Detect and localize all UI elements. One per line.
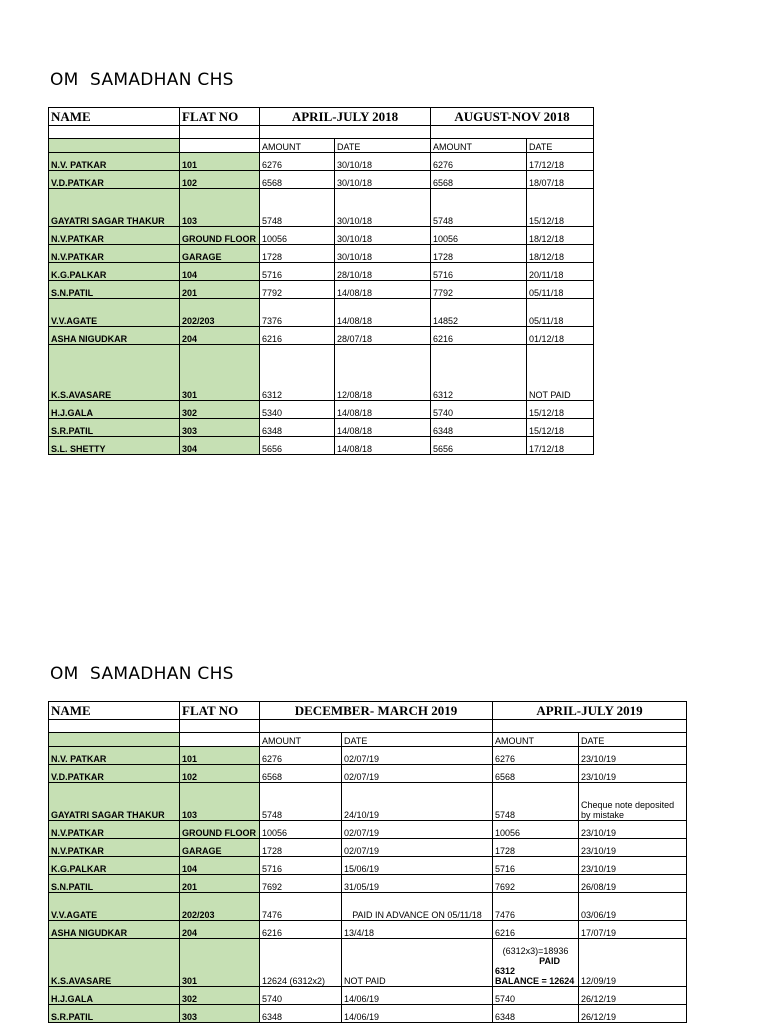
table-row [49,939,687,987]
date-cell: 05/11/18 [527,281,594,299]
table-row [49,401,594,419]
date-cell: 14/06/19 [342,1005,493,1023]
amount-cell: 7476 [493,893,579,921]
table-subheader-row [49,139,594,153]
amount-cell: 6216 [260,921,342,939]
member-name: N.V.PATKAR [49,821,180,839]
flat-number: GROUND FLOOR [180,227,260,245]
amount-cell: 5716 [260,263,335,281]
name-header: NAME [49,702,180,720]
date-cell: 01/12/18 [527,327,594,345]
date-cell: 28/07/18 [335,327,431,345]
amount-cell: 7792 [431,281,527,299]
flat-number: 102 [180,171,260,189]
date-cell: 02/07/19 [342,839,493,857]
amount-cell: 5716 [493,857,579,875]
amount-cell: 6276 [260,153,335,171]
amount-cell: 7376 [260,299,335,327]
amount-cell: 14852 [431,299,527,327]
flat-number: 101 [180,153,260,171]
amount-cell: 5740 [431,401,527,419]
date-cell: 02/07/19 [342,821,493,839]
date-cell: 28/10/18 [335,263,431,281]
table-row [49,189,594,227]
flat-header: FLAT NO [180,702,260,720]
amount-cell: 10056 [493,821,579,839]
flat-number: 303 [180,419,260,437]
flat-number: 101 [180,747,260,765]
member-name: N.V.PATKAR [49,245,180,263]
date-cell: 17/12/18 [527,437,594,455]
amount-cell: 1728 [260,839,342,857]
date-cell: 15/12/18 [527,189,594,227]
table-row [49,1005,687,1023]
date-cell: 23/10/19 [579,821,687,839]
date-cell: 15/06/19 [342,857,493,875]
period1-header: DECEMBER- MARCH 2019 [260,702,493,720]
member-name: GAYATRI SAGAR THAKUR [49,189,180,227]
member-name: GAYATRI SAGAR THAKUR [49,783,180,821]
member-name: S.N.PATIL [49,875,180,893]
member-name: N.V.PATKAR [49,227,180,245]
amount-cell: 6276 [493,747,579,765]
date-cell: 30/10/18 [335,171,431,189]
date-cell [342,893,493,921]
flat-number: 202/203 [180,299,260,327]
table-row [49,345,594,401]
amount-note-paid: PAID [539,956,560,966]
member-name: N.V. PATKAR [49,153,180,171]
date-cell: 20/11/18 [527,263,594,281]
date-cell: NOT PAID [342,939,493,987]
amount-subheader: AMOUNT [431,139,527,153]
date-cell: 26/12/19 [579,987,687,1005]
amount-cell [493,939,579,987]
section1-table [48,107,594,455]
amount-note-paid-value: 6312 [495,966,516,976]
date-cell: 26/12/19 [579,1005,687,1023]
flat-number: 204 [180,921,260,939]
table-header-row [49,108,594,126]
amount-cell: 5656 [260,437,335,455]
date-cell: 23/10/19 [579,839,687,857]
amount-cell: 7692 [260,875,342,893]
member-name: K.S.AVASARE [49,345,180,401]
flat-number: 301 [180,939,260,987]
flat-number: 201 [180,281,260,299]
flat-number: 103 [180,783,260,821]
amount-note-balance: BALANCE = 12624 [495,976,575,986]
amount-cell: 1728 [431,245,527,263]
date-cell: 30/10/18 [335,245,431,263]
table-row [49,921,687,939]
amount-cell: 10056 [431,227,527,245]
member-name: ASHA NIGUDKAR [49,921,180,939]
member-name: S.N.PATIL [49,281,180,299]
member-name: V.V.AGATE [49,893,180,921]
table-row [49,987,687,1005]
amount-cell: 6312 [260,345,335,401]
member-name: S.L. SHETTY [49,437,180,455]
amount-subheader: AMOUNT [493,733,579,747]
member-name: K.S.AVASARE [49,939,180,987]
amount-cell: 6348 [260,419,335,437]
table-subheader-row [49,733,687,747]
amount-cell: 6216 [493,921,579,939]
date-note: PAID IN ADVANCE ON 05/11/18 [352,910,482,920]
date-subheader: DATE [527,139,594,153]
amount-cell: 6216 [260,327,335,345]
table-row [49,245,594,263]
amount-cell: 5716 [431,263,527,281]
date-cell: 30/10/18 [335,153,431,171]
amount-cell: 6568 [260,765,342,783]
amount-cell: 5340 [260,401,335,419]
date-cell: 30/10/18 [335,227,431,245]
member-name: K.G.PALKAR [49,263,180,281]
amount-cell: 7792 [260,281,335,299]
table-row [49,747,687,765]
date-cell: 15/12/18 [527,401,594,419]
date-cell: 02/07/19 [342,747,493,765]
date-cell: 13/4/18 [342,921,493,939]
section1-title: OM SAMADHAN CHS [50,70,234,90]
amount-cell: 5740 [260,987,342,1005]
amount-cell: 6568 [431,171,527,189]
date-subheader: DATE [335,139,431,153]
name-header: NAME [49,108,180,126]
date-subheader: DATE [342,733,493,747]
flat-number: 302 [180,401,260,419]
table-row [49,765,687,783]
table-spacer-row [49,720,687,733]
date-cell: 23/10/19 [579,765,687,783]
amount-cell: 1728 [493,839,579,857]
table-spacer-row [49,126,594,139]
amount-subheader: AMOUNT [260,139,335,153]
amount-cell: 5740 [493,987,579,1005]
flat-number: 102 [180,765,260,783]
table-row [49,839,687,857]
table-row [49,171,594,189]
member-name: ASHA NIGUDKAR [49,327,180,345]
table-row [49,263,594,281]
date-cell: 14/08/18 [335,401,431,419]
flat-number: 303 [180,1005,260,1023]
section2-title: OM SAMADHAN CHS [50,664,234,684]
date-cell: NOT PAID [527,345,594,401]
amount-cell: 5748 [260,783,342,821]
date-cell: 24/10/19 [342,783,493,821]
date-cell: 14/06/19 [342,987,493,1005]
date-cell: Cheque note deposited by mistake [579,783,687,821]
date-cell: 15/12/18 [527,419,594,437]
date-cell: 14/08/18 [335,299,431,327]
amount-cell: 6348 [493,1005,579,1023]
flat-number: GARAGE [180,245,260,263]
flat-header: FLAT NO [180,108,260,126]
date-cell: 05/11/18 [527,299,594,327]
member-name: N.V. PATKAR [49,747,180,765]
member-name: V.V.AGATE [49,299,180,327]
flat-number: 202/203 [180,893,260,921]
flat-number: 301 [180,345,260,401]
amount-cell: 10056 [260,821,342,839]
member-name: S.R.PATIL [49,1005,180,1023]
date-cell: 14/08/18 [335,419,431,437]
amount-cell: 7476 [260,893,342,921]
flat-number: 201 [180,875,260,893]
amount-cell: 6348 [260,1005,342,1023]
period2-header: AUGUST-NOV 2018 [431,108,594,126]
member-name: V.D.PATKAR [49,765,180,783]
table-row [49,437,594,455]
amount-cell: 5716 [260,857,342,875]
flat-number: 302 [180,987,260,1005]
member-name: K.G.PALKAR [49,857,180,875]
table-row [49,857,687,875]
member-name: H.J.GALA [49,401,180,419]
amount-cell: 6568 [493,765,579,783]
table-row [49,783,687,821]
date-cell: 23/10/19 [579,747,687,765]
amount-cell: 5748 [260,189,335,227]
table-row [49,281,594,299]
period2-header: APRIL-JULY 2019 [493,702,687,720]
table-row [49,327,594,345]
amount-cell: 7692 [493,875,579,893]
amount-cell: 10056 [260,227,335,245]
date-cell: 23/10/19 [579,857,687,875]
member-name: H.J.GALA [49,987,180,1005]
amount-cell: 12624 (6312x2) [260,939,342,987]
date-cell: 14/08/18 [335,437,431,455]
table-row [49,419,594,437]
date-cell: 30/10/18 [335,189,431,227]
member-name: V.D.PATKAR [49,171,180,189]
date-cell: 18/12/18 [527,245,594,263]
flat-number: 104 [180,857,260,875]
amount-cell: 6568 [260,171,335,189]
amount-cell: 5748 [493,783,579,821]
amount-cell: 6348 [431,419,527,437]
flat-number: GROUND FLOOR [180,821,260,839]
table-row [49,299,594,327]
date-cell: 12/09/19 [579,939,687,987]
date-cell: 03/06/19 [579,893,687,921]
table-header-row [49,702,687,720]
date-cell: 31/05/19 [342,875,493,893]
date-cell: 18/12/18 [527,227,594,245]
section2-table [48,701,687,1023]
flat-number: 104 [180,263,260,281]
table-row [49,153,594,171]
date-cell: 17/12/18 [527,153,594,171]
table-row [49,227,594,245]
table-row [49,875,687,893]
amount-cell: 5748 [431,189,527,227]
amount-cell: 6312 [431,345,527,401]
flat-number: GARAGE [180,839,260,857]
flat-number: 304 [180,437,260,455]
date-cell: 26/08/19 [579,875,687,893]
flat-number: 103 [180,189,260,227]
flat-number: 204 [180,327,260,345]
date-cell: 14/08/18 [335,281,431,299]
amount-cell: 6216 [431,327,527,345]
amount-subheader: AMOUNT [260,733,342,747]
date-cell: 18/07/18 [527,171,594,189]
amount-cell: 1728 [260,245,335,263]
date-subheader: DATE [579,733,687,747]
table-row [49,893,687,921]
amount-cell: 6276 [260,747,342,765]
member-name: S.R.PATIL [49,419,180,437]
date-cell: 17/07/19 [579,921,687,939]
member-name: N.V.PATKAR [49,839,180,857]
date-cell: 02/07/19 [342,765,493,783]
amount-cell: 5656 [431,437,527,455]
date-cell: 12/08/18 [335,345,431,401]
table-row [49,821,687,839]
amount-note-calc: (6312x3)=18936 [502,946,569,956]
amount-cell: 6276 [431,153,527,171]
period1-header: APRIL-JULY 2018 [260,108,431,126]
